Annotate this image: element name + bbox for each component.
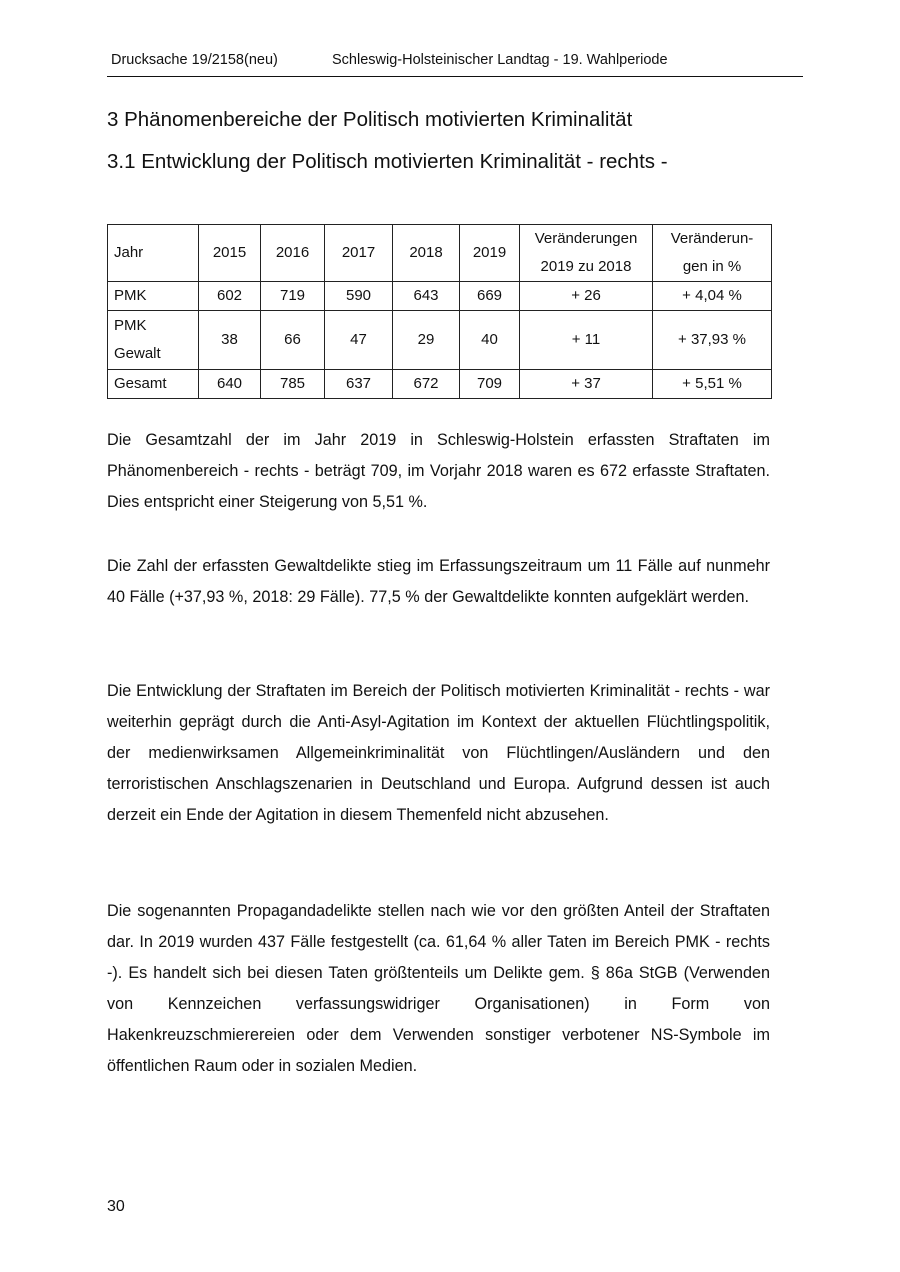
row-label: [108, 311, 199, 370]
paragraph-violence: Die Zahl der erfassten Gewaltdelikte stieg im Erfassungszeitraum um 11 Fälle auf nunmehr 40 Fälle (+37,93 %, 2018: 29 Fälle). 77,5 % der Gewaltdelikte konnten aufgeklärt werden.: [107, 557, 770, 606]
header-change-line-2: 2019 zu 2018: [540, 258, 632, 275]
header-cell-2016: 2016: [261, 225, 325, 282]
table-cell: 785: [261, 370, 325, 399]
paragraph-total: Die Gesamtzahl der im Jahr 2019 in Schleswig-Holstein erfassten Straftaten im Phänomenbereich - rechts - beträgt 709, im Vorjahr 2018 waren es 672 erfasste Straftaten. Dies entspricht einer Steigerung von 5,51 %.: [107, 431, 770, 511]
table-cell: 40: [460, 311, 520, 370]
header-change-line-1: Veränderungen: [534, 230, 638, 247]
section-heading: 3 Phänomenbereiche der Politisch motivierten Kriminalität: [107, 108, 633, 131]
paragraph-development: Die Entwicklung der Straftaten im Bereich der Politisch motivierten Kriminalität - rechts - war weiterhin geprägt durch die Anti-Asyl-Agitation im Kontext der aktuellen Flüchtlingspolitik, der medienwirksamen Allgemeinkriminalität von Flüchtlingen/Ausländern und den terroristischen Anschlagszenarien in Deutschland und Europa. Aufgrund dessen ist auch derzeit ein Ende der Agitation in diesem Themenfeld nicht abzusehen.: [107, 682, 770, 824]
drucksache-number: Drucksache 19/2158(neu): [111, 52, 278, 68]
row-label: Gesamt: [108, 370, 199, 399]
header-cell-jahr: Jahr: [108, 225, 199, 282]
table-cell: + 37: [520, 370, 653, 399]
table-cell: 709: [460, 370, 520, 399]
table-row: [108, 370, 772, 399]
statistics-table: [107, 224, 772, 399]
table-cell: + 37,93 %: [653, 311, 772, 370]
page-number: 30: [107, 1198, 125, 1215]
table-cell: 38: [199, 311, 261, 370]
table-cell: 669: [460, 282, 520, 311]
row-label-line-2: Gewalt: [114, 345, 161, 362]
header-percent-line-1: Veränderun-: [670, 230, 754, 247]
table-cell: 29: [393, 311, 460, 370]
header-cell-2019: 2019: [460, 225, 520, 282]
table-cell: 672: [393, 370, 460, 399]
table-cell: 719: [261, 282, 325, 311]
row-label: PMK: [108, 282, 199, 311]
table-cell: 602: [199, 282, 261, 311]
header-percent-line-2: gen in %: [682, 258, 742, 275]
landtag-period: Schleswig-Holsteinischer Landtag - 19. Wahlperiode: [332, 52, 668, 68]
table-cell: 66: [261, 311, 325, 370]
paragraph-propaganda: Die sogenannten Propagandadelikte stellen nach wie vor den größten Anteil der Straftaten dar. In 2019 wurden 437 Fälle festgestellt (ca. 61,64 % aller Taten im Bereich PMK - rechts -). Es handelt sich bei diesen Taten größtenteils um Delikte gem. § 86a StGB (Verwenden von Kennzeichen verfassungswidriger Organisationen) in Form von Hakenkreuzschmierereien oder dem Verwenden sonstiger verbotener NS-Symbole im öffentlichen Raum oder in sozialen Medien.: [107, 902, 770, 1075]
header-cell-2018: 2018: [393, 225, 460, 282]
table-cell: 590: [325, 282, 393, 311]
table-row: [108, 311, 772, 370]
header-cell-2017: 2017: [325, 225, 393, 282]
table-cell: + 4,04 %: [653, 282, 772, 311]
table-cell: 643: [393, 282, 460, 311]
header-cell-change: [520, 225, 653, 282]
table-cell: 47: [325, 311, 393, 370]
table-cell: + 5,51 %: [653, 370, 772, 399]
table-cell: 640: [199, 370, 261, 399]
header-rule: [107, 76, 803, 77]
table-cell: + 11: [520, 311, 653, 370]
header-cell-2015: 2015: [199, 225, 261, 282]
header-cell-percent: [653, 225, 772, 282]
table-cell: + 26: [520, 282, 653, 311]
table-row: [108, 282, 772, 311]
row-label-line-1: PMK: [114, 317, 147, 334]
table-cell: 637: [325, 370, 393, 399]
subsection-heading: 3.1 Entwicklung der Politisch motivierten Kriminalität - rechts -: [107, 150, 668, 173]
table-header-row: [108, 225, 772, 282]
